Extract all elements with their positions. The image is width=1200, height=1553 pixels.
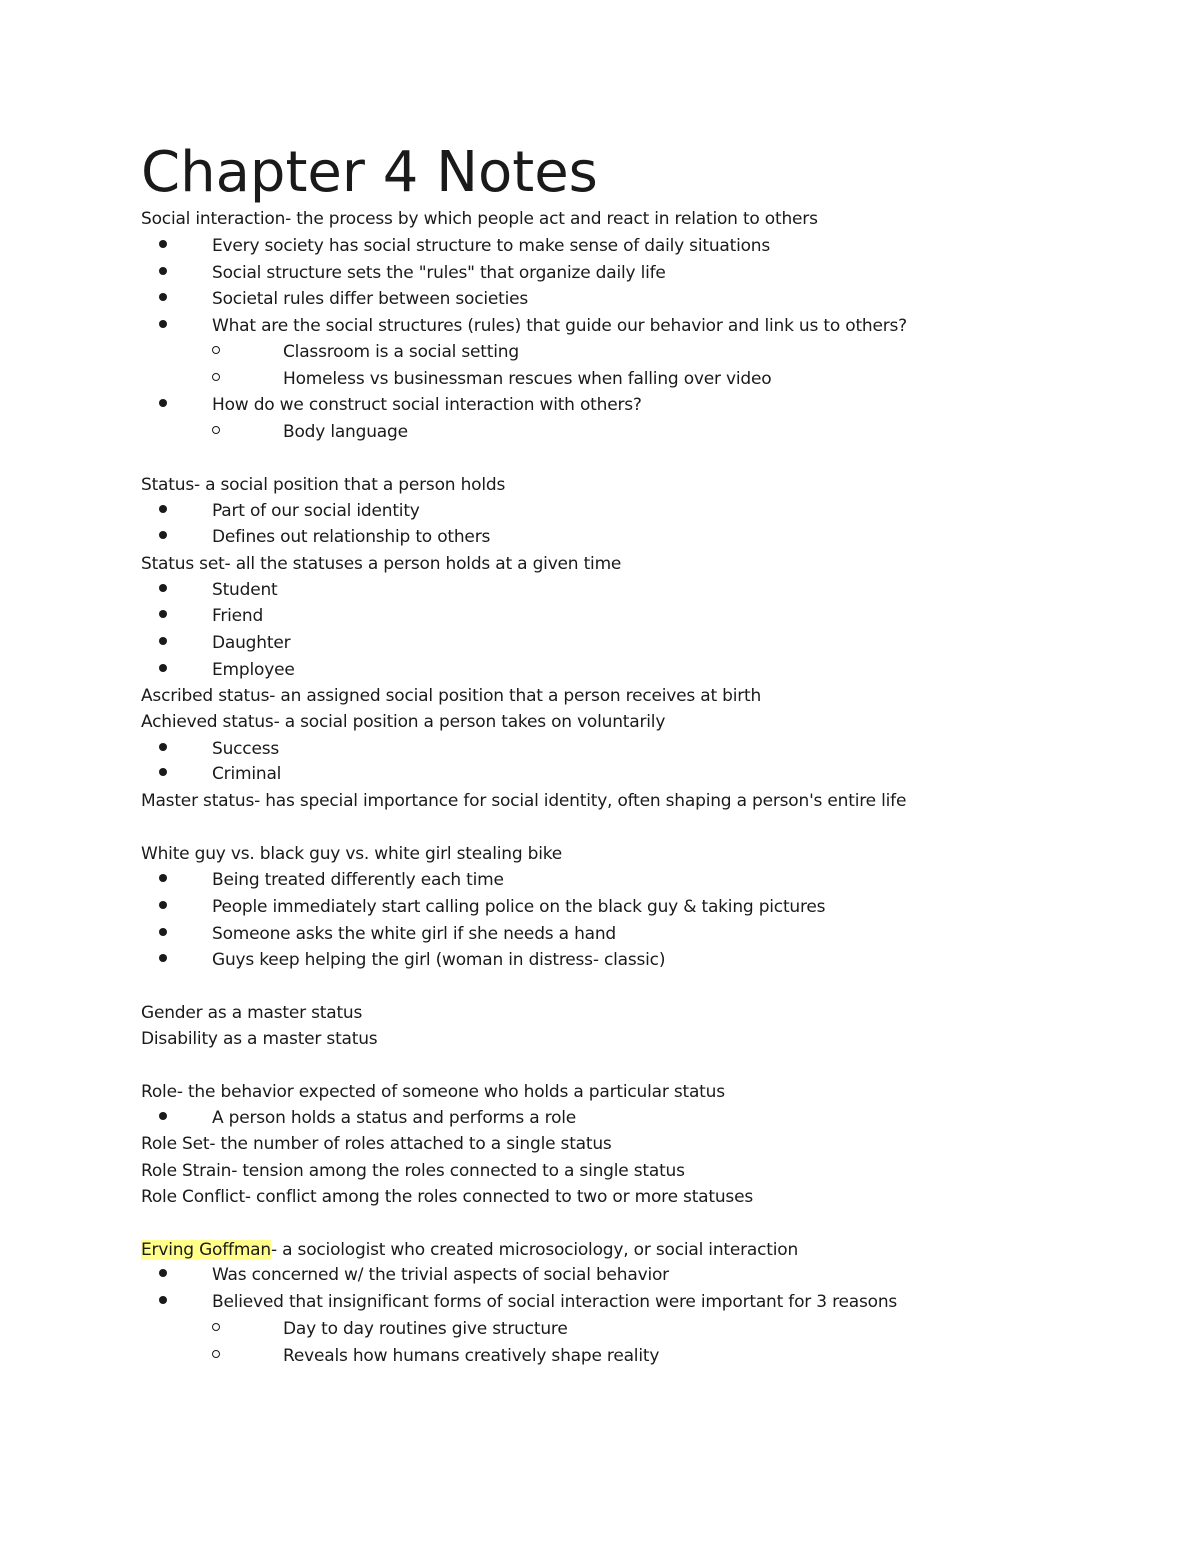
bullet-item: Every society has social structure to make sense of daily situations: [212, 236, 771, 256]
bullet-icon: [159, 874, 167, 882]
text-line: Status- a social position that a person holds: [141, 475, 506, 495]
bullet-item: Criminal: [212, 764, 282, 784]
bullet-item: Success: [212, 739, 280, 759]
bullet-icon: [159, 320, 167, 328]
bullet-icon: [159, 293, 167, 301]
circle-bullet-icon: [212, 1350, 220, 1358]
highlighted-term: Erving Goffman: [141, 1240, 271, 1260]
bullet-icon: [159, 954, 167, 962]
sub-bullet-item: Reveals how humans creatively shape reality: [283, 1346, 660, 1366]
circle-bullet-icon: [212, 346, 220, 354]
circle-bullet-icon: [212, 426, 220, 434]
bullet-icon: [159, 399, 167, 407]
bullet-icon: [159, 637, 167, 645]
sub-bullet-item: Classroom is a social setting: [283, 342, 519, 362]
text-line: Role Strain- tension among the roles connected to a single status: [141, 1161, 685, 1181]
text-line: Social interaction- the process by which people act and react in relation to others: [141, 209, 818, 229]
bullet-icon: [159, 928, 167, 936]
text-line: Role Set- the number of roles attached to a single status: [141, 1134, 612, 1154]
bullet-item: A person holds a status and performs a role: [212, 1108, 577, 1128]
bullet-item: Defines out relationship to others: [212, 527, 491, 547]
bullet-item: How do we construct social interaction with others?: [212, 395, 642, 415]
bullet-item: People immediately start calling police on the black guy & taking pictures: [212, 897, 826, 917]
text-line: Achieved status- a social position a person takes on voluntarily: [141, 712, 666, 732]
bullet-icon: [159, 743, 167, 751]
bullet-icon: [159, 768, 167, 776]
bullet-icon: [159, 1296, 167, 1304]
bullet-item: Friend: [212, 606, 264, 626]
bullet-icon: [159, 240, 167, 248]
bullet-icon: [159, 1112, 167, 1120]
sub-bullet-item: Homeless vs businessman rescues when falling over video: [283, 369, 772, 389]
circle-bullet-icon: [212, 1323, 220, 1331]
bullet-item: Daughter: [212, 633, 291, 653]
bullet-icon: [159, 901, 167, 909]
bullet-item: Someone asks the white girl if she needs a hand: [212, 924, 617, 944]
text-line: [141, 1239, 798, 1261]
circle-bullet-icon: [212, 373, 220, 381]
definition-text: - a sociologist who created microsociology, or social interaction: [270, 1240, 799, 1260]
bullet-icon: [159, 1269, 167, 1277]
bullet-item: Was concerned w/ the trivial aspects of social behavior: [212, 1265, 669, 1285]
bullet-icon: [159, 664, 167, 672]
text-line: Gender as a master status: [141, 1003, 363, 1023]
text-line: Ascribed status- an assigned social position that a person receives at birth: [141, 686, 762, 706]
text-line: White guy vs. black guy vs. white girl stealing bike: [141, 844, 563, 864]
bullet-icon: [159, 610, 167, 618]
sub-bullet-item: Body language: [283, 422, 408, 442]
text-line: Role Conflict- conflict among the roles connected to two or more statuses: [141, 1187, 753, 1207]
bullet-item: Believed that insignificant forms of social interaction were important for 3 reasons: [212, 1292, 898, 1312]
bullet-item: Social structure sets the "rules" that organize daily life: [212, 263, 666, 283]
bullet-item: Employee: [212, 660, 295, 680]
bullet-icon: [159, 584, 167, 592]
bullet-item: Part of our social identity: [212, 501, 420, 521]
bullet-item: Student: [212, 580, 278, 600]
bullet-item: What are the social structures (rules) that guide our behavior and link us to others?: [212, 316, 908, 336]
sub-bullet-item: Day to day routines give structure: [283, 1319, 568, 1339]
bullet-icon: [159, 267, 167, 275]
text-line: Disability as a master status: [141, 1029, 378, 1049]
text-line: Master status- has special importance for social identity, often shaping a person's entire life: [141, 791, 907, 811]
text-line: Role- the behavior expected of someone who holds a particular status: [141, 1082, 725, 1102]
bullet-item: Societal rules differ between societies: [212, 289, 529, 309]
page-title: Chapter 4 Notes: [141, 140, 598, 205]
bullet-item: Guys keep helping the girl (woman in distress- classic): [212, 950, 666, 970]
bullet-icon: [159, 505, 167, 513]
text-line: Status set- all the statuses a person holds at a given time: [141, 554, 622, 574]
bullet-item: Being treated differently each time: [212, 870, 504, 890]
bullet-icon: [159, 531, 167, 539]
